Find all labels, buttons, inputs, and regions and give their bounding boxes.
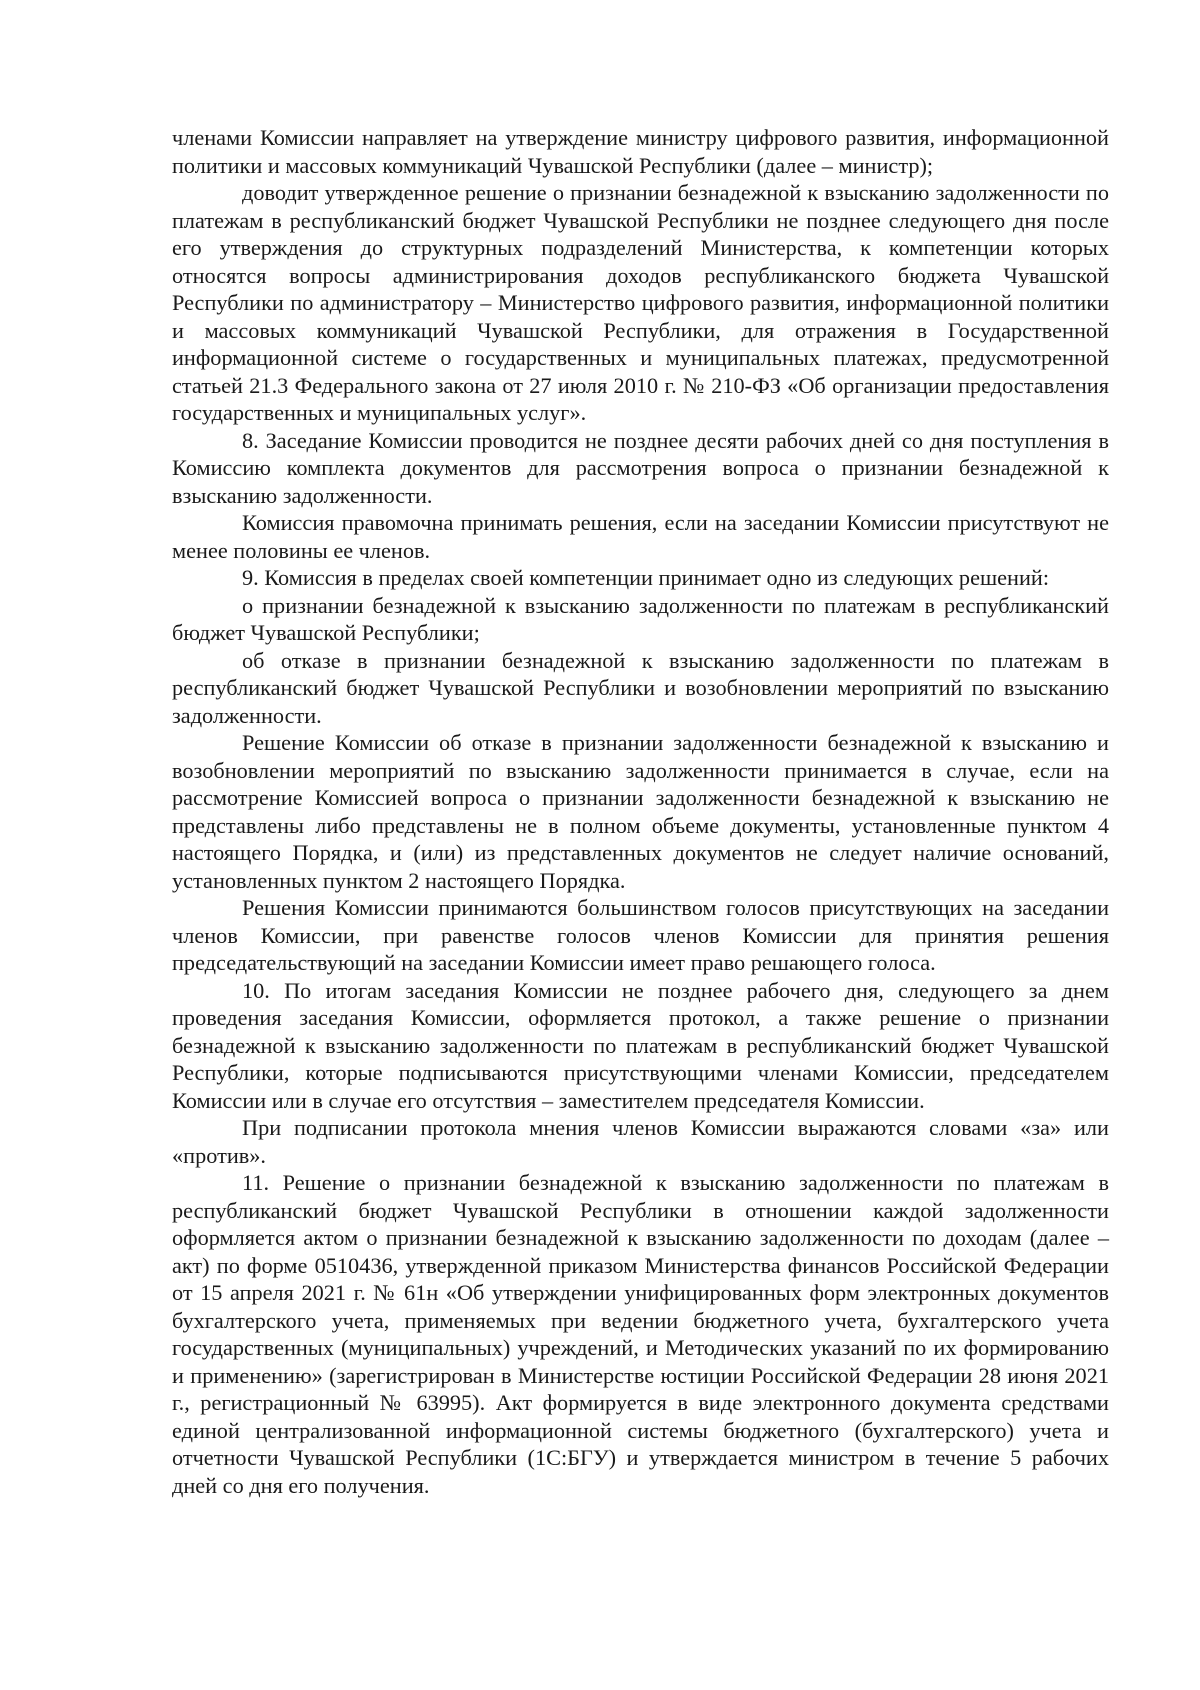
- paragraph: Решения Комиссии принимаются большинством голосов присутствующих на заседании членов Комиссии, при равенстве голосов членов Комиссии для принятия решения председательствующий на заседании Комиссии имеет право решающего голоса.: [172, 895, 1109, 975]
- paragraph: Решение Комиссии об отказе в признании задолженности безнадежной к взысканию и возобновлении мероприятий по взысканию задолженности принимается в случае, если на рассмотрение Комиссией вопроса о признании задолженности безнадежной к взысканию не представлены либо представлены не в полном объеме документы, установленные пунктом 4 настоящего Порядка, и (или) из представленных документов не следует наличие оснований, установленных пунктом 2 настоящего Порядка.: [172, 730, 1109, 893]
- paragraph: об отказе в признании безнадежной к взысканию задолженности по платежам в республиканский бюджет Чувашской Республики и возобновлении мероприятий по взысканию задолженности.: [172, 647, 1109, 728]
- paragraph: о признании безнадежной к взысканию задолженности по платежам в республиканский бюджет Чувашской Республики;: [172, 592, 1109, 645]
- paragraph: При подписании протокола мнения членов Комиссии выражаются словами «за» или «против».: [172, 1115, 1109, 1168]
- paragraph: доводит утвержденное решение о признании безнадежной к взысканию задолженности по платежам в республиканский бюджет Чувашской Республики не позднее следующего дня после его утверждения до структурных подразделений Министерства, к компетенции которых относятся вопросы администрирования доходов республиканского бюджета Чувашской Республики по администратору – Министерство цифрового развития, информационной политики и массовых коммуникаций Чувашской Республики, для отражения в Государственной информационной системе о государственных и муниципальных платежах, предусмотренной статьей 21.3 Федерального закона от 27 июля 2010 г. № 210-ФЗ «Об организации предоставления государственных и муниципальных услуг».: [172, 180, 1109, 425]
- paragraph-clause-8: 8. Заседание Комиссии проводится не позднее десяти рабочих дней со дня поступления в Комиссию комплекта документов для рассмотрения вопроса о признании безнадежной к взысканию задолженности.: [172, 427, 1109, 508]
- paragraph-clause-10: 10. По итогам заседания Комиссии не позднее рабочего дня, следующего за днем проведения заседания Комиссии, оформляется протокол, а также решение о признании безнадежной к взысканию задолженности по платежам в республиканский бюджет Чувашской Республики, которые подписываются присутствующими членами Комиссии, председателем Комиссии или в случае его отсутствия – заместителем председателя Комиссии.: [172, 977, 1109, 1113]
- paragraph: Комиссия правомочна принимать решения, если на заседании Комиссии присутствуют не менее половины ее членов.: [172, 510, 1109, 563]
- paragraph-clause-9: 9. Комиссия в пределах своей компетенции принимает одно из следующих решений:: [242, 565, 1050, 590]
- paragraph-clause-11: 11. Решение о признании безнадежной к взысканию задолженности по платежам в республиканский бюджет Чувашской Республики в отношении каждой задолженности оформляется актом о признании безнадежной к взысканию задолженности по доходам (далее – акт) по форме 0510436, утвержденной приказом Министерства финансов Российской Федерации от 15 апреля 2021 г. № 61н «Об утверждении унифицированных форм электронных документов бухгалтерского учета, применяемых при ведении бюджетного учета, бухгалтерского учета государственных (муниципальных) учреждений, и Методических указаний по их формированию и применению» (зарегистрирован в Министерстве юстиции Российской Федерации 28 июня 2021 г., регистрационный № 63995). Акт формируется в виде электронного документа средствами единой централизованной информационной системы бюджетного (бухгалтерского) учета и отчетности Чувашской Республики (1С:БГУ) и утверждается министром в течение 5 рабочих дней со дня его получения.: [172, 1170, 1109, 1498]
- paragraph-continuation: членами Комиссии направляет на утверждение министру цифрового развития, информационной политики и массовых коммуникаций Чувашской Республики (далее – министр);: [172, 125, 1109, 178]
- document-body: [172, 124, 1109, 1499]
